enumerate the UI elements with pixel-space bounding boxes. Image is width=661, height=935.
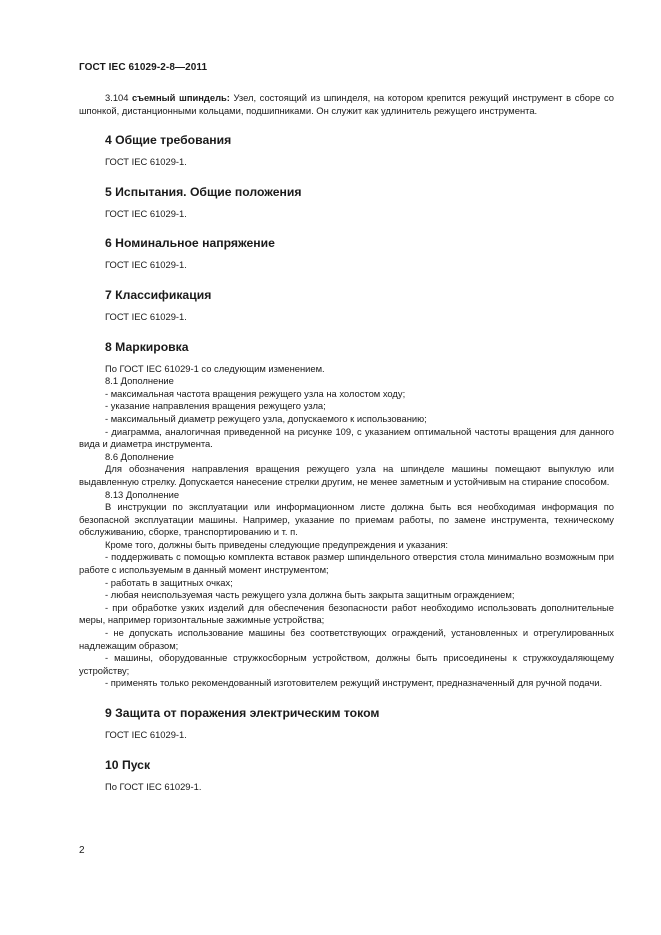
section-4	[79, 133, 614, 169]
list-item: - диаграмма, аналогичная приведенной на рисунке 109, с указанием оптимальной частоты вращения для данного вида и диаметра инструмента.	[79, 425, 614, 450]
section-heading: 8 Маркировка	[105, 339, 189, 354]
list-item: - работать в защитных очках;	[105, 576, 233, 588]
list-item: - максимальный диаметр режущего узла, допускаемого к использованию;	[105, 412, 427, 424]
list-item: - поддерживать с помощью комплекта вставок размер шпиндельного отверстия стола минимально возможным при работе с используемым в данный момент инструментом;	[79, 551, 614, 576]
term-number: 3.104	[105, 92, 129, 103]
term-name: съемный шпиндель:	[132, 92, 230, 103]
section-reference: ГОСТ IEC 61029-1.	[105, 207, 187, 219]
section-10	[79, 758, 614, 794]
section-7	[79, 288, 614, 324]
page-number: 2	[79, 845, 85, 856]
list-item: - не допускать использование машины без соответствующих ограждений, установленных и отрегулированных надлежащим образом;	[79, 627, 614, 651]
paragraph: Для обозначения направления вращения режущего узла на шпинделе машины помещают выпуклую или выдавленную стрелку. Допускается нанесение стрелки другим, не менее заметным и устойчивым на стирание способом.	[79, 463, 614, 487]
section-reference: ГОСТ IEC 61029-1.	[105, 259, 187, 271]
section-heading: 7 Классификация	[105, 287, 212, 302]
list-item: - любая неиспользуемая часть режущего узла должна быть закрыта защитным ограждением;	[105, 589, 515, 601]
paragraph: В инструкции по эксплуатации или информационном листе должна быть вся необходимая информация по безопасной эксплуатации машины. Например, указание по приемам работы, по замене инструмента, техническому обслуживанию, сборке, транспортированию и т. п.	[79, 501, 614, 538]
list-item: - указание направления вращения режущего узла;	[105, 400, 326, 412]
term-definition	[79, 92, 614, 117]
section-heading: 5 Испытания. Общие положения	[105, 184, 302, 199]
list-item: - применять только рекомендованный изготовителем режущий инструмент, предназначенный для ручной подачи.	[105, 677, 603, 689]
section-9	[79, 706, 614, 742]
subsection-label: 8.13 Дополнение	[105, 488, 180, 500]
subsection-label: 8.6 Дополнение	[105, 450, 174, 462]
document-body	[79, 92, 614, 793]
section-heading: 6 Номинальное напряжение	[105, 236, 275, 251]
section-heading: 4 Общие требования	[105, 133, 232, 148]
section-reference: По ГОСТ IEC 61029-1.	[105, 780, 202, 792]
list-item: - машины, оборудованные стружкосборным устройством, должны быть присоединены к стружкоудаляющему устройству;	[79, 652, 614, 676]
section-6	[79, 236, 614, 272]
paragraph: Кроме того, должны быть приведены следующие предупреждения и указания:	[105, 538, 449, 550]
section-heading: 10 Пуск	[105, 757, 151, 772]
subsection-label: 8.1 Дополнение	[105, 375, 174, 387]
term-text: Узел, состоящий из шпинделя, на котором крепится режущий инструмент в сборе со шпонкой, дистанционными кольцами, подшипниками. Он служит как удлинитель режущего инструмента.	[79, 92, 614, 116]
section-5	[79, 185, 614, 221]
list-item: - при обработке узких изделий для обеспечения безопасности работ необходимо использовать дополнительные меры, например горизонтальные зажимные устройства;	[79, 601, 614, 626]
section-heading: 9 Защита от поражения электрическим током	[105, 706, 380, 720]
section-8	[79, 340, 614, 690]
section-reference: ГОСТ IEC 61029-1.	[105, 310, 187, 322]
paragraph: По ГОСТ IEC 61029-1 со следующим изменением.	[105, 362, 325, 374]
section-reference: ГОСТ IEC 61029-1.	[105, 729, 187, 740]
section-reference: ГОСТ IEC 61029-1.	[105, 156, 187, 168]
document-header: ГОСТ IEC 61029-2-8—2011	[79, 62, 208, 73]
list-item: - максимальная частота вращения режущего узла на холостом ходу;	[105, 387, 406, 399]
